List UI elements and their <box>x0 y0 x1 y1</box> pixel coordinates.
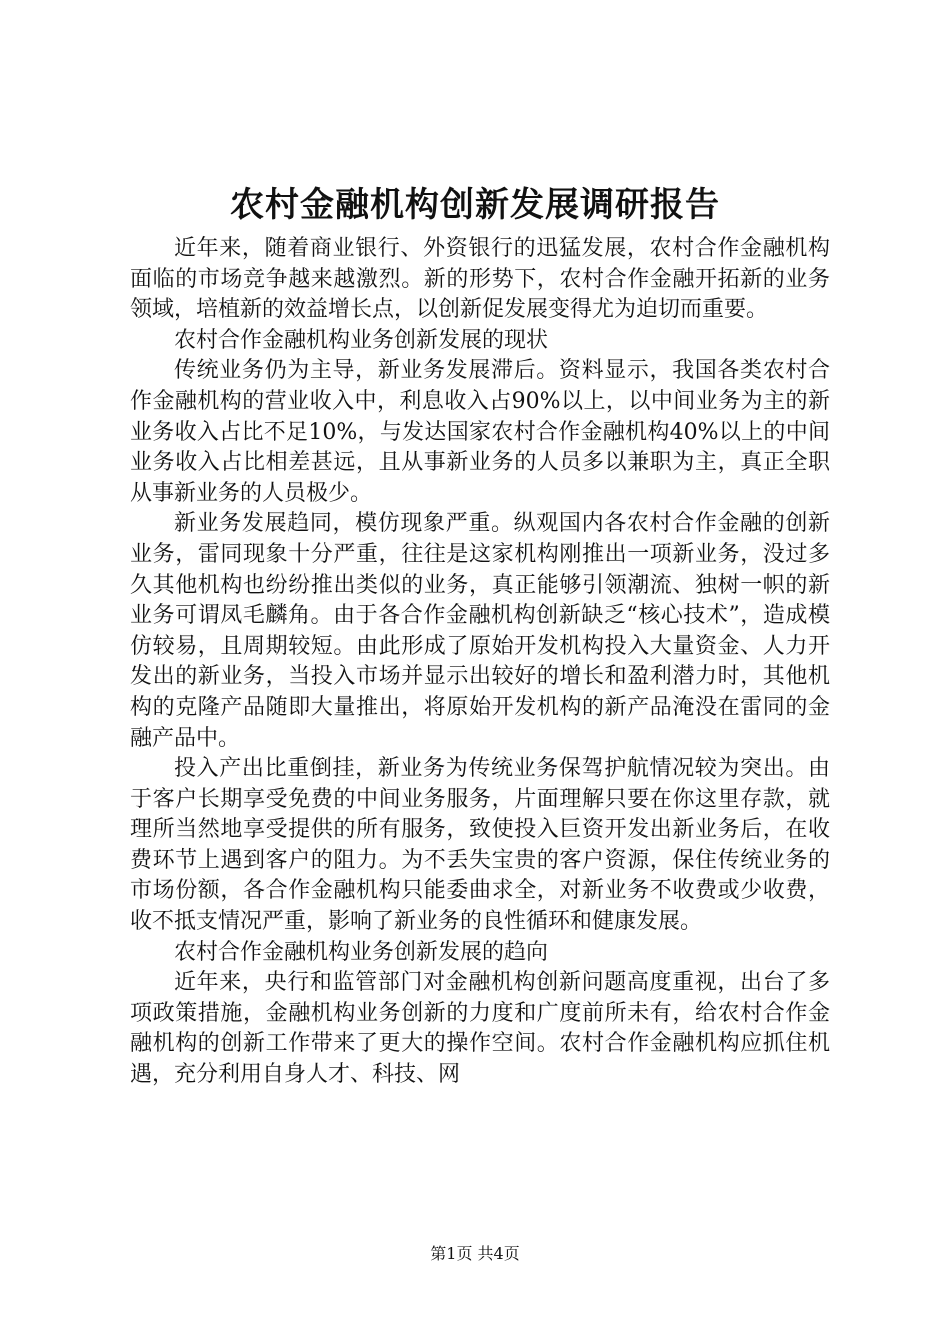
paragraph-policy: 近年来，央行和监管部门对金融机构创新问题高度重视，出台了多项政策措施，金融机构业务创新的力度和广度前所未有，给农村合作金融机构的创新工作带来了更大的操作空间。农村合作金融机构应抓住机遇，充分利用自身人才、科技、网 <box>130 970 830 1088</box>
paragraph-traditional-business: 传统业务仍为主导，新业务发展滞后。资料显示，我国各类农村合作金融机构的营业收入中，利息收入占90%以上，以中间业务为主的新业务收入占比不足10%，与发达国家农村合作金融机构40%以上的中间业务收入占比相差甚远，且从事新业务的人员多以兼职为主，真正全职从事新业务的人员极少。 <box>130 358 830 506</box>
document-title: 农村金融机构创新发展调研报告 <box>230 185 720 225</box>
paragraph-intro: 近年来，随着商业银行、外资银行的迅猛发展，农村合作金融机构面临的市场竞争越来越激烈。新的形势下，农村合作金融开拓新的业务领域，培植新的效益增长点，以创新促发展变得尤为迫切而重要。 <box>130 236 830 323</box>
section-heading-status: 农村合作金融机构业务创新发展的现状 <box>174 327 549 353</box>
document-body <box>130 234 830 1091</box>
section-heading-trend: 农村合作金融机构业务创新发展的趋向 <box>174 939 549 965</box>
page-number: 第1页 共4页 <box>430 1244 520 1263</box>
paragraph-input-output: 投入产出比重倒挂，新业务为传统业务保驾护航情况较为突出。由于客户长期享受免费的中间业务服务，片面理解只要在你这里存款，就理所当然地享受提供的所有服务，致使投入巨资开发出新业务后，在收费环节上遇到客户的阻力。为不丢失宝贵的客户资源，保住传统业务的市场份额，各合作金融机构只能委曲求全，对新业务不收费或少收费，收不抵支情况严重，影响了新业务的良性循环和健康发展。 <box>130 756 830 935</box>
paragraph-imitation: 新业务发展趋同，模仿现象严重。纵观国内各农村合作金融的创新业务，雷同现象十分严重，往往是这家机构刚推出一项新业务，没过多久其他机构也纷纷推出类似的业务，真正能够引领潮流、独树一帜的新业务可谓凤毛麟角。由于各合作金融机构创新缺乏“核心技术”，造成模仿较易，且周期较短。由此形成了原始开发机构投入大量资金、人力开发出的新业务，当投入市场并显示出较好的增长和盈利潜力时，其他机构的克隆产品随即大量推出，将原始开发机构的新产品淹没在雷同的金融产品中。 <box>130 511 830 751</box>
